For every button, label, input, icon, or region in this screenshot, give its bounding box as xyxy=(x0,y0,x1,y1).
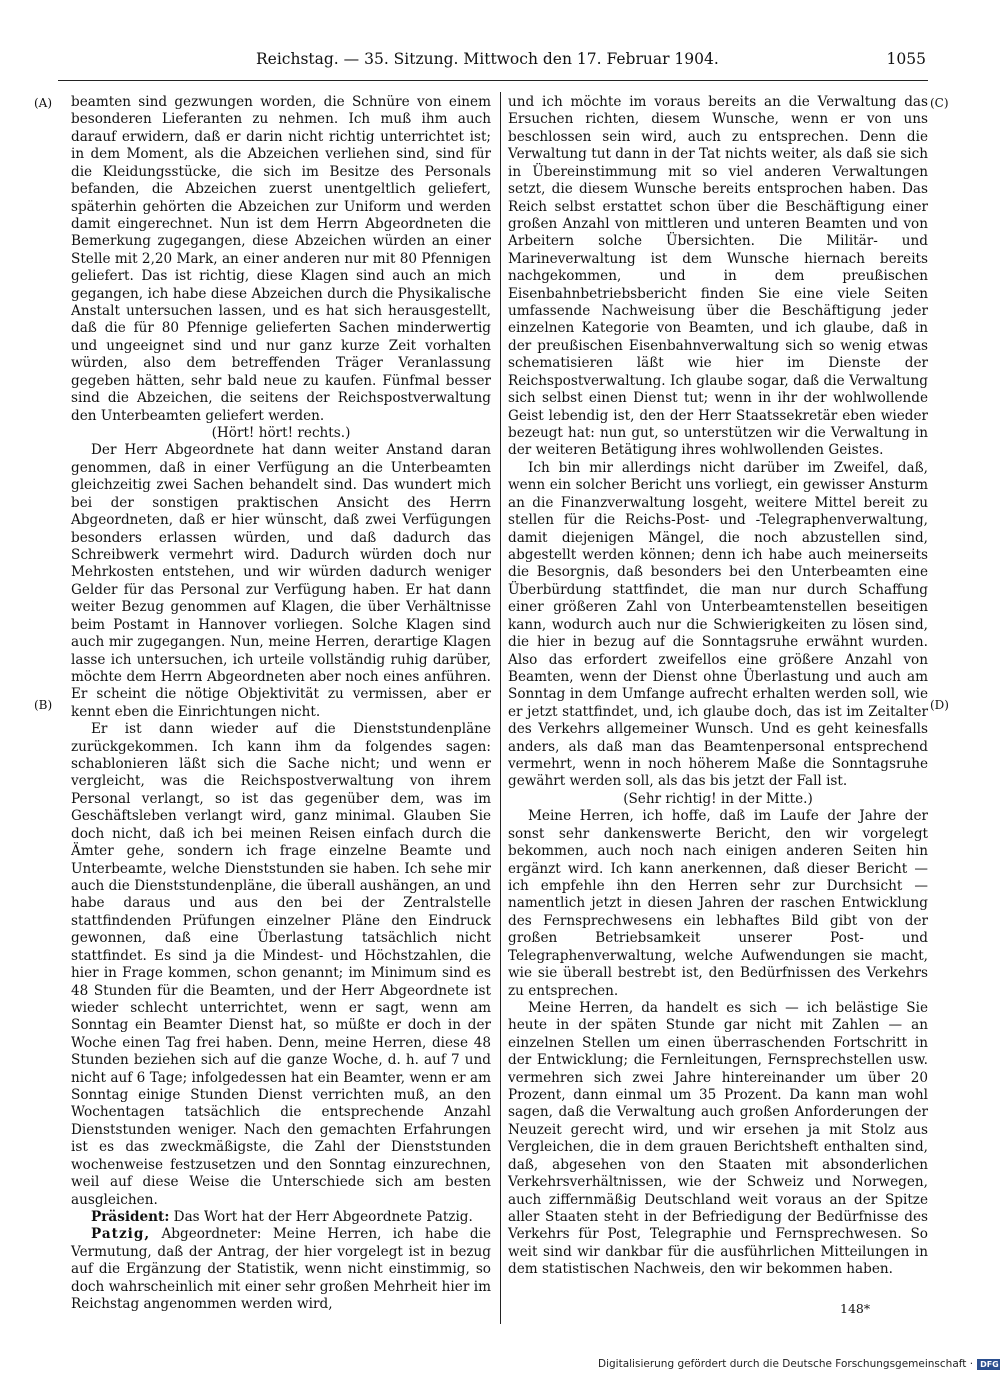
paragraph-right-2: Ich bin mir allerdings nicht darüber im Zweifel, daß, wenn ein solcher Bericht uns vorliegt, ein gewisser Ansturm an die Finanzverwaltung losgeht, weitere Mittel bereit zu stellen für die Reichs-Post- und -Telegraphenverwaltung, damit diejenigen Mängel, die noch abzustellen sind, abgestellt werden können; denn ich habe auch meinerseits die Besorgnis, daß besonders bei den Unterbeamten eine Überbürdung stattfindet, die man nur durch Schaffung einer größeren Zahl von Unterbeamtenstellen beseitigen kann, wodurch auch nur die Schwierigkeiten zu lösen sind, die hier in bezug auf die Sonntagsruhe erwähnt wurden. Also das erfordert zweifellos eine größere Anzahl von Beamten, wenn der Dienst ohne Überlastung und auch am Sonntag in dem Umfange aufrecht erhalten werden soll, wie er jetzt stattfindet, und, ich glaube doch, das ist im Zeitalter des Verkehrs allgemeiner Wunsch. Und es geht keinesfalls anders, als daß man das Beamtenpersonal entsprechend vermehrt, wenn in noch höherem Maße die Sonntagsruhe gewährt werden soll, als das bis jetzt der Fall ist. xyxy=(508,459,928,790)
paragraph-left-3: Er ist dann wieder auf die Dienststundenpläne zurückgekommen. Ich kann ihm da folgendes sagen: schablonieren läßt sich die Sache nicht; und wenn er vergleicht, was die Reichspostverwaltung von ihrem Personal verlangt, so ist das gegenüber dem, was im Geschäftsleben verlangt wird, ganz minimal. Glauben Sie doch nicht, daß ich bei meinen Reisen einfach durch die Ämter gehe, sondern ich frage einzelne Beamte und Unterbeamte, welche Dienststunden sie haben. Ich sehe mir auch die Dienststundenpläne, die überall aushängen, an und habe daraus und aus den bei der Zentralstelle stattfindenden Prüfungen einzelner Pläne den Eindruck gewonnen, daß eine Überlastung tatsächlich nicht stattfindet. Es sind ja die Mindest- und Höchstzahlen, die hier in Frage kommen, schon genannt; im Minimum sind es 48 Stunden für die Beamten, und der Herr Abgeordnete ist wieder schlecht unterrichtet, wenn er sagt, wenn am Sonntag ein Beamter Dienst hat, so müßte er doch in der Woche einen Tag frei haben. Denn, meine Herren, diese 48 Stunden beziehen sich auf die ganze Woche, d. h. auf 7 und nicht auf 6 Tage; infolgedessen hat ein Beamter, wenn er am Sonntag einige Stunden Dienst verrichten muß, an den Wochentagen tatsächlich die entsprechende Anzahl Dienststunden weniger. Nach den gemachten Erfahrungen ist es das zweckmäßigste, die Zahl der Dienststunden wochenweise festzusetzen und den Sonntag einzurechnen, weil auf diese Weise die Unterschiede sich am besten ausgleichen. xyxy=(71,721,491,1208)
paragraph-right-1: und ich möchte im voraus bereits an die Verwaltung das Ersuchen richten, diesem Wunsche, wenn er von uns beschlossen sein wird, auch zu entsprechen. Denn die Verwaltung tut dann in der Tat nichts weiter, als daß sie sich in Übereinstimmung mit so viel anderen Verwaltungen setzt, die diesem Wunsche bereits entsprochen haben. Das Reich selbst erstattet schon über die Beschäftigung einer großen Anzahl von mittleren und unteren Beamten und von Arbeitern solche Übersichten. Die Militär- und Marineverwaltung ist dem Wunsche hiernach bereits nachgekommen, und in dem preußischen Eisenbahnbetriebsbericht finden Sie eine viele Seiten umfassende Nachweisung über die Beschäftigung jeder einzelnen Kategorie von Beamten, und ich glaube, daß in der preußischen Eisenbahnverwaltung sich so wenig etwas schematisieren läßt wie hier im Dienste der Reichspostverwaltung. Ich glaube sogar, daß die Verwaltung sich selbst einen Dienst tut; wenn in ihr der wohlwollende Geist lebendig ist, den der Herr Staatssekretär eben wieder bezeugt hat: nun gut, so unterstützen wir die Verwaltung in der weiteren Betätigung ihres wohlwollenden Geistes. xyxy=(508,94,928,459)
page-header xyxy=(256,50,926,74)
margin-mark-c: (C) xyxy=(930,96,949,110)
interjection-left-1: (Hört! hört! rechts.) xyxy=(211,425,351,442)
paragraph-left-4 xyxy=(71,1209,491,1226)
page-number: 1055 xyxy=(886,50,926,68)
signature-mark: 148* xyxy=(840,1301,871,1316)
paragraph-right-3: Meine Herren, ich hoffe, daß im Laufe der Jahre der sonst sehr dankenswerte Bericht, den wir vorgelegt bekommen, auch noch nach einigen anderen Seiten hin ergänzt wird. Ich kann anerkennen, daß dieser Bericht — ich empfehle ihn den Herren sehr zur Durchsicht — namentlich jetzt in diesen Jahren der raschen Entwicklung des Fernsprechwesens ein lebhaftes Bild gibt von der großen Betriebsamkeit unserer Post- und Telegraphenverwaltung, welche Aufwendungen sie macht, wie sie überall bestrebt ist, den Bedürfnissen des Verkehrs zu entsprechen. xyxy=(508,808,928,999)
paragraph-left-2: Der Herr Abgeordnete hat dann weiter Anstand daran genommen, daß in einer Verfügung an die Unterbeamten gleichzeitig zwei Sachen behandelt sind. Das wundert mich bei der sonstigen praktischen Ansicht des Herrn Abgeordneten, daß er hier wünscht, daß zwei Verfügungen besonders erlassen würden, und daß dadurch das Schreibwerk vermehrt wird. Dadurch würden doch nur Mehrkosten entstehen, und wir würden dadurch weniger Gelder für das Personal zur Verfügung haben. Er hat dann weiter Bezug genommen auf Klagen, die über Verhältnisse beim Postamt in Hannover vorliegen. Solche Klagen sind auch mir zugegangen. Nun, meine Herren, derartige Klagen lasse ich untersuchen, ich urteile vollständig ruhig darüber, möchte dem Herrn Abgeordneten aber noch eines anführen. Er scheint die nötige Objektivität zu vermissen, aber er kennt eben die Einrichtungen nicht. xyxy=(71,442,491,720)
footer-credit xyxy=(598,1358,1000,1370)
patzig-statement: Abgeordneter: Meine Herren, ich habe die Vermutung, daß der Antrag, der hier vorgelegt ist in bezug auf die Ergänzung der Statistik, wenn nicht einstimmig, so doch wahrscheinlich mit einer sehr großen Mehrheit hier im Reichstag angenommen werden wird, xyxy=(71,1226,491,1313)
speaker-president: Präsident: xyxy=(91,1209,170,1225)
paragraph-right-4: Meine Herren, da handelt es sich — ich belästige Sie heute in der späten Stunde gar nicht mit Zahlen — an einzelnen Stellen um einen überraschenden Fortschritt in der Entwicklung; die Fernleitungen, Fernsprechstellen usw. vermehren sich zwei Jahre hintereinander um über 20 Prozent, dann einmal um 35 Prozent. Da kann man wohl sagen, daß die Verwaltung auch großen Anforderungen der Neuzeit gerecht wird, und wir ersehen ja mit Stolz aus Vergleichen, die in dem grauen Berichtsheft enthalten sind, daß, abgesehen von den Staaten mit absonderlichen Verkehrsverhältnissen, wie der Schweiz und Norwegen, auch ziffernmäßig Deutschland weit voraus an der Spitze aller Staaten steht in der Befriedigung der Bedürfnisse des Verkehrs für Post, Telegraphie und Fernsprechwesen. So weit sind wir dankbar für die ausführlichen Mitteilungen in dem statistischen Nachweis, den wir bekommen haben. xyxy=(508,999,928,1278)
paragraph-left-5 xyxy=(71,1226,491,1313)
left-column xyxy=(71,94,491,1314)
speaker-patzig: Patzig, xyxy=(91,1226,151,1243)
column-divider xyxy=(500,92,501,1324)
margin-mark-d: (D) xyxy=(930,698,949,712)
right-column xyxy=(508,94,928,1279)
footer-credit-text: Digitalisierung gefördert durch die Deutsche Forschungsgemeinschaft · xyxy=(598,1358,974,1370)
president-statement: Das Wort hat der Herr Abgeordnete Patzig. xyxy=(173,1209,473,1225)
paragraph-left-1: beamten sind gezwungen worden, die Schnüre von einem besonderen Lieferanten zu nehmen. Ich muß ihm auch darauf erwidern, daß er darin nicht richtig unterrichtet ist; in dem Moment, als die Abzeichen verliehen sind, sind für die Kleidungsstücke, die sich im Besitze des Personals befanden, die Abzeichen zuerst unentgeltlich geliefert, späterhin gehörten die Abzeichen zur Uniform und werden damit eingerechnet. Nun ist dem Herrn Abgeordneten die Bemerkung zugegangen, diese Abzeichen würden an einer Stelle mit 2,20 Mark, an einer anderen nur mit 80 Pfennigen geliefert. Das ist richtig, diese Klagen sind auch an mich gegangen, ich habe diese Abzeichen durch die Physikalische Anstalt untersuchen lassen, und es hat sich herausgestellt, daß die für 80 Pfennige gelieferten Sachen minderwertig und ungeeignet sind und nur ganz kurze Zeit vorhalten würden, also dem betreffenden Träger Veranlassung gegeben hätten, sehr bald neue zu kaufen. Fünfmal besser sind die Abzeichen, die seitens der Reichspostverwaltung den Unterbeamten geliefert werden. xyxy=(71,94,491,424)
running-title: Reichstag. — 35. Sitzung. Mittwoch den 17. Februar 1904. xyxy=(256,50,719,68)
dfg-logo-icon: DFG xyxy=(977,1359,1000,1370)
margin-mark-b: (B) xyxy=(34,698,53,712)
header-rule xyxy=(58,80,928,81)
margin-mark-a: (A) xyxy=(34,96,53,110)
interjection-right-1: (Sehr richtig! in der Mitte.) xyxy=(623,790,813,807)
